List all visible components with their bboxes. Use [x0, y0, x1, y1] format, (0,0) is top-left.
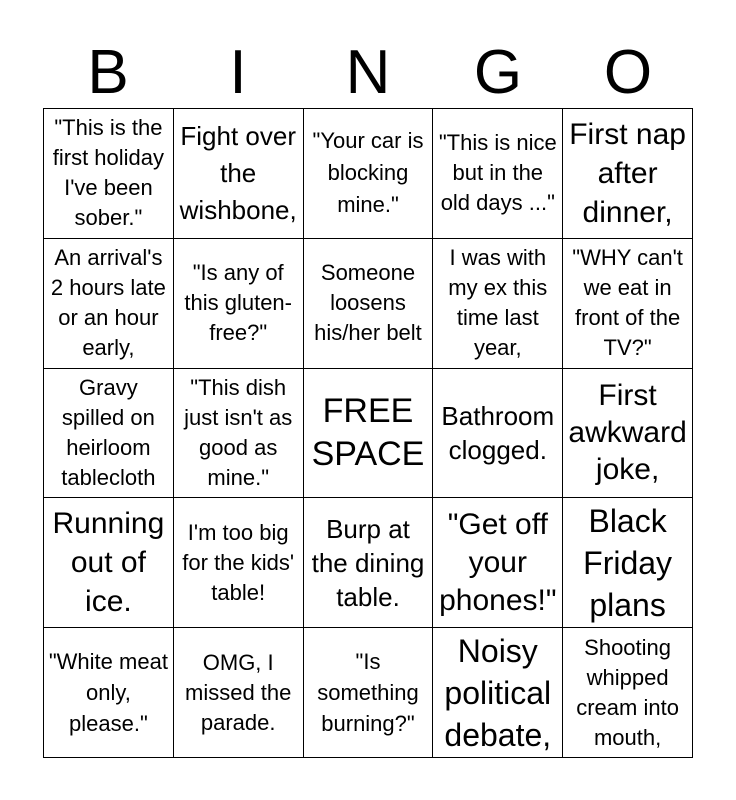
cell-text: "This dish just isn't as good as mine.": [184, 374, 293, 490]
cell-text: Noisy political debate,: [444, 632, 552, 753]
bingo-cell[interactable]: [174, 239, 304, 369]
cell-text: First nap after dinner,: [569, 117, 686, 229]
bingo-cell[interactable]: [563, 239, 693, 369]
bingo-cell[interactable]: [44, 628, 174, 758]
bingo-cell[interactable]: [563, 369, 693, 499]
cell-text: An arrival's 2 hours late or an hour early,: [50, 245, 166, 361]
cell-text: "Is any of this gluten-free?": [184, 260, 292, 346]
bingo-cell[interactable]: [563, 628, 693, 758]
cell-text: Black Friday plans: [583, 502, 673, 623]
bingo-cell[interactable]: [563, 498, 693, 628]
header-letter-n: N: [345, 38, 391, 107]
bingo-card: [43, 108, 693, 758]
header-letter-o: O: [603, 38, 653, 107]
cell-text: First awkward joke,: [568, 379, 687, 487]
cell-text: "Your car is blocking mine.": [312, 128, 424, 218]
cell-text: "This is the first holiday I've been sober.": [52, 115, 165, 231]
cell-text: I was with my ex this time last year,: [448, 245, 548, 361]
bingo-cell[interactable]: [174, 109, 304, 239]
bingo-header: [43, 38, 693, 108]
cell-text: Gravy spilled on heirloom tablecloth: [61, 374, 156, 490]
cell-text: "White meat only, please.": [48, 649, 168, 737]
bingo-cell[interactable]: [174, 498, 304, 628]
bingo-cell[interactable]: [433, 498, 563, 628]
bingo-cell[interactable]: [44, 239, 174, 369]
cell-text: Running out of ice.: [52, 507, 165, 619]
bingo-cell[interactable]: [433, 239, 563, 369]
cell-text: Shooting whipped cream into mouth,: [576, 634, 679, 750]
bingo-cell[interactable]: [174, 628, 304, 758]
bingo-cell[interactable]: [44, 498, 174, 628]
bingo-cell[interactable]: [304, 628, 434, 758]
cell-text: "Is something burning?": [317, 649, 419, 737]
bingo-cell[interactable]: [174, 369, 304, 499]
cell-text: Fight over the wishbone,: [179, 120, 297, 225]
bingo-cell[interactable]: [433, 369, 563, 499]
cell-text: Bathroom clogged.: [441, 400, 555, 465]
bingo-cell[interactable]: [433, 109, 563, 239]
header-letter-g: G: [473, 38, 523, 107]
cell-text: FREE SPACE: [311, 391, 425, 473]
bingo-cell[interactable]: [433, 628, 563, 758]
free-space-cell[interactable]: [304, 369, 434, 499]
bingo-cell[interactable]: [304, 109, 434, 239]
cell-text: "This is nice but in the old days ...": [438, 130, 557, 216]
cell-text: Burp at the dining table.: [311, 513, 425, 612]
bingo-cell[interactable]: [563, 109, 693, 239]
bingo-cell[interactable]: [44, 369, 174, 499]
cell-text: "Get off your phones!": [439, 507, 557, 617]
header-letter-b: B: [87, 38, 129, 107]
cell-text: Someone loosens his/her belt: [314, 260, 422, 346]
bingo-cell[interactable]: [44, 109, 174, 239]
cell-text: I'm too big for the kids' table!: [182, 519, 295, 605]
header-letter-i: I: [229, 38, 247, 107]
cell-text: OMG, I missed the parade.: [185, 649, 292, 735]
bingo-cell[interactable]: [304, 498, 434, 628]
cell-text: "WHY can't we eat in front of the TV?": [572, 245, 683, 361]
bingo-cell[interactable]: [304, 239, 434, 369]
